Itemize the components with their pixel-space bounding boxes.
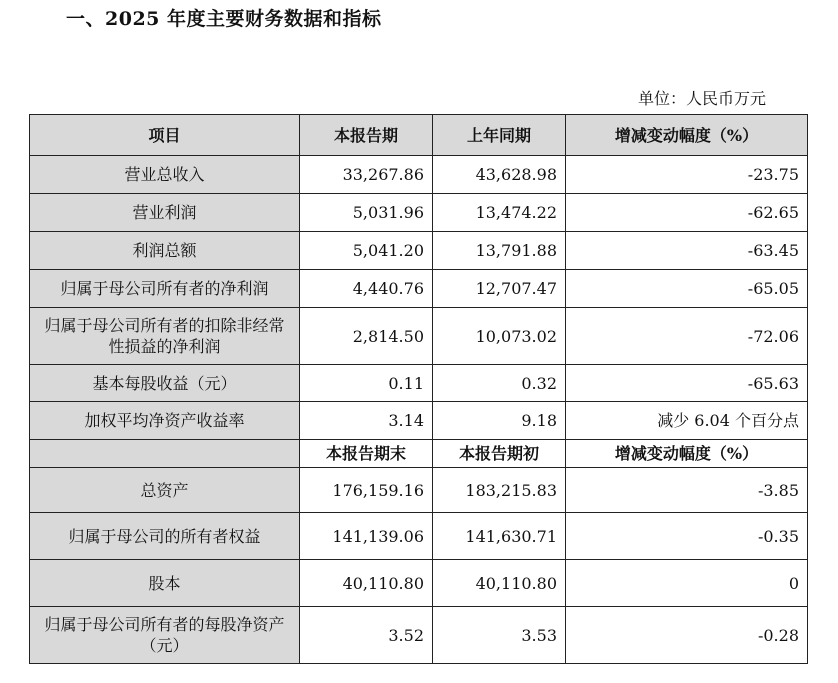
- unit-label: 单位：人民币万元: [637, 89, 766, 108]
- change-value: -63.45: [566, 232, 808, 270]
- previous-value: 12,707.47: [433, 270, 566, 308]
- previous-value: 13,474.22: [433, 194, 566, 232]
- change-value: -0.35: [566, 513, 808, 560]
- row-label: 归属于母公司的所有者权益: [30, 513, 300, 560]
- change-value: 0: [566, 560, 808, 607]
- table-row: [30, 308, 808, 365]
- previous-value: 183,215.83: [433, 468, 566, 513]
- header-item: 项目: [30, 115, 300, 156]
- header-previous-period: 上年同期: [433, 115, 566, 156]
- previous-value: 141,630.71: [433, 513, 566, 560]
- row-label: 总资产: [30, 468, 300, 513]
- previous-value: 40,110.80: [433, 560, 566, 607]
- row-label: 利润总额: [30, 232, 300, 270]
- header-current-period: 本报告期: [300, 115, 433, 156]
- current-value: 141,139.06: [300, 513, 433, 560]
- previous-value: 0.32: [433, 365, 566, 402]
- table-row: [30, 232, 808, 270]
- change-value: -0.28: [566, 607, 808, 664]
- current-value: 3.52: [300, 607, 433, 664]
- table-row: [30, 402, 808, 440]
- table-row: [30, 194, 808, 232]
- row-label: 基本每股收益（元）: [30, 365, 300, 402]
- previous-value: 10,073.02: [433, 308, 566, 365]
- header-period-end: 本报告期末: [300, 440, 433, 468]
- row-label: 归属于母公司所有者的净利润: [30, 270, 300, 308]
- table-row: [30, 156, 808, 194]
- row-label: 加权平均净资产收益率: [30, 402, 300, 440]
- table-row: [30, 365, 808, 402]
- current-value: 5,041.20: [300, 232, 433, 270]
- header-change-2: 增减变动幅度（%）: [566, 440, 808, 468]
- previous-value: 9.18: [433, 402, 566, 440]
- section-title: 一、2025 年度主要财务数据和指标: [66, 8, 382, 30]
- table-row: [30, 513, 808, 560]
- previous-value: 3.53: [433, 607, 566, 664]
- current-value: 5,031.96: [300, 194, 433, 232]
- subheader-item-blank: [30, 440, 300, 468]
- table-row: [30, 270, 808, 308]
- change-value: -23.75: [566, 156, 808, 194]
- table-row: [30, 468, 808, 513]
- row-label: 归属于母公司所有者的每股净资产（元）: [30, 607, 300, 664]
- financial-data-table: [29, 114, 808, 664]
- current-value: 0.11: [300, 365, 433, 402]
- change-value: -65.05: [566, 270, 808, 308]
- row-label: 营业总收入: [30, 156, 300, 194]
- current-value: 40,110.80: [300, 560, 433, 607]
- current-value: 2,814.50: [300, 308, 433, 365]
- table-row: [30, 560, 808, 607]
- table-header-row: [30, 115, 808, 156]
- change-value: 减少 6.04 个百分点: [566, 402, 808, 440]
- row-label: 股本: [30, 560, 300, 607]
- previous-value: 13,791.88: [433, 232, 566, 270]
- table-row: [30, 607, 808, 664]
- change-value: -62.65: [566, 194, 808, 232]
- current-value: 176,159.16: [300, 468, 433, 513]
- header-period-start: 本报告期初: [433, 440, 566, 468]
- previous-value: 43,628.98: [433, 156, 566, 194]
- change-value: -65.63: [566, 365, 808, 402]
- change-value: -3.85: [566, 468, 808, 513]
- change-value: -72.06: [566, 308, 808, 365]
- current-value: 33,267.86: [300, 156, 433, 194]
- header-change: 增减变动幅度（%）: [566, 115, 808, 156]
- current-value: 3.14: [300, 402, 433, 440]
- row-label: 归属于母公司所有者的扣除非经常性损益的净利润: [30, 308, 300, 365]
- table-subheader-row: [30, 440, 808, 468]
- current-value: 4,440.76: [300, 270, 433, 308]
- row-label: 营业利润: [30, 194, 300, 232]
